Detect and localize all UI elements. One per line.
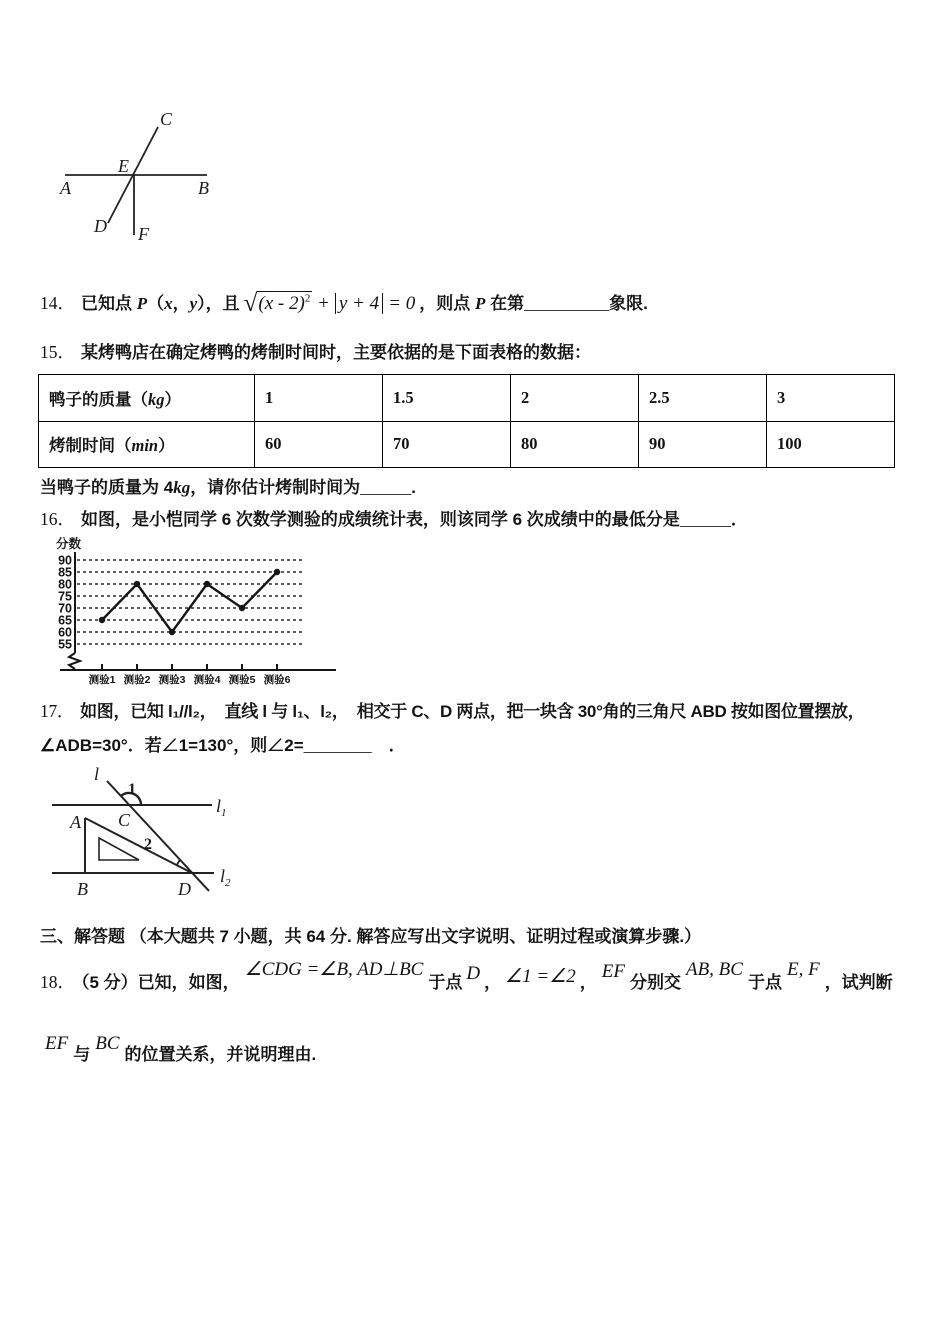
y-tick-label: 55 bbox=[58, 637, 72, 652]
table-cell: 80 bbox=[511, 421, 639, 468]
table-cell: 2 bbox=[511, 375, 639, 422]
q16-prompt: 如图，是小恺同学 6 次数学测验的成绩统计表，则该同学 6 次成绩中的最低分是 bbox=[81, 510, 680, 529]
table-cell: 2.5 bbox=[639, 375, 767, 422]
question-16: 16． 如图，是小恺同学 6 次数学测验的成绩统计表，则该同学 6 次成绩中的最低分是______． bbox=[40, 509, 748, 529]
x-tick-label: 测验6 bbox=[263, 674, 291, 686]
label-l: l bbox=[94, 764, 100, 784]
label-D: D bbox=[94, 216, 107, 236]
section-3-header: 三、解答题 （本大题共 7 小题，共 64 分. 解答应写出文字说明、证明过程或演算步骤.） bbox=[40, 927, 702, 946]
q18-math-ABBC: AB, BC bbox=[685, 959, 743, 980]
table-cell: 1 bbox=[255, 375, 383, 422]
data-point bbox=[274, 569, 280, 575]
score-line-chart bbox=[46, 534, 346, 689]
q15-number: 15． bbox=[40, 342, 75, 362]
label-A: A bbox=[60, 178, 71, 198]
line-l bbox=[107, 781, 209, 891]
q18-math-BC2: BC bbox=[95, 1033, 120, 1054]
triangle-edge-AD bbox=[85, 818, 192, 873]
q18-math-D: D bbox=[466, 963, 481, 984]
q14-lead: 已知点 bbox=[81, 294, 137, 313]
score-series-line bbox=[102, 572, 277, 632]
fig-intersecting-lines bbox=[40, 95, 240, 255]
y-tick-label: 60 bbox=[58, 625, 72, 640]
table-cell: 70 bbox=[383, 421, 511, 468]
axis-break-icon bbox=[69, 653, 80, 669]
q14-point-P: P bbox=[136, 294, 148, 313]
y-tick-label: 85 bbox=[58, 565, 72, 580]
q14-formula: √(x - 2)$^2$ + y + 4 = 0 bbox=[243, 290, 416, 317]
q14-radicand: (x - 2)$^2$ bbox=[258, 292, 311, 314]
y-tick-label: 80 bbox=[58, 577, 72, 592]
label-F: F bbox=[138, 224, 149, 244]
table-row-time: 烤制时间（min） 60 70 80 90 100 bbox=[39, 421, 895, 468]
q17-line2: ∠ADB=30°．若∠1=130°，则∠2=________ ． bbox=[40, 736, 406, 755]
label-B: B bbox=[198, 178, 209, 198]
q18-math-angles: ∠1 =∠2 bbox=[505, 966, 576, 987]
q15-followup: 当鸭子的质量为 4kg，请你估计烤制时间为______. bbox=[40, 478, 416, 497]
y-tick-label: 90 bbox=[58, 553, 72, 568]
x-tick-label: 测验4 bbox=[193, 674, 221, 686]
table-cell: 3 bbox=[767, 375, 895, 422]
data-point bbox=[134, 581, 140, 587]
table-cell: 90 bbox=[639, 421, 767, 468]
q16-answer-blank: ______ bbox=[679, 510, 731, 529]
q18-math-EFpoints: E, F bbox=[786, 959, 820, 980]
x-tick-label: 测验3 bbox=[158, 674, 186, 686]
question-17 bbox=[40, 700, 864, 723]
q18-math-EF2: EF bbox=[45, 1033, 69, 1054]
sqrt-icon: √ bbox=[243, 290, 258, 317]
q18-line2: EF与BC的位置关系，并说明理由. bbox=[45, 1033, 317, 1064]
q15-prompt: 某烤鸭店在确定烤鸭的烤制时间时，主要依据的是下面表格的数据： bbox=[81, 343, 591, 362]
table-cell: 60 bbox=[255, 421, 383, 468]
label-l2: $l_2$ bbox=[220, 866, 231, 889]
label-C: C bbox=[118, 810, 131, 830]
q18-math-given: ∠CDG =∠B, AD⊥BC bbox=[244, 959, 424, 980]
q14-number: 14． bbox=[40, 293, 75, 313]
triangle-inner-hole bbox=[99, 838, 139, 860]
label-l1: $l_1$ bbox=[216, 796, 227, 819]
x-tick-label: 测验1 bbox=[88, 674, 116, 686]
table-cell: 1.5 bbox=[383, 375, 511, 422]
y-tick-label: 70 bbox=[58, 601, 72, 616]
label-A: A bbox=[70, 812, 81, 832]
table-row-mass: 鸭子的质量（kg） 1 1.5 2 2.5 3 bbox=[39, 375, 895, 422]
data-point bbox=[239, 605, 245, 611]
q16-number: 16． bbox=[40, 509, 75, 529]
y-tick-label: 75 bbox=[58, 589, 72, 604]
question-15 bbox=[40, 341, 591, 364]
y-axis-title: 分数 bbox=[56, 537, 82, 551]
question-18: 18． （5 分）已知，如图，∠CDG =∠B, AD⊥BC于点 D ， ∠1 =∠2 ，EF分别交AB, BC于点E, F，试判断 bbox=[40, 959, 893, 992]
q18-number: 18． bbox=[40, 972, 75, 992]
q15-answer-blank: ______ bbox=[360, 478, 412, 497]
q17-answer-blank: ________ bbox=[303, 736, 372, 755]
x-tick-label: 测验5 bbox=[228, 674, 256, 686]
q17-number: 17． bbox=[40, 701, 75, 721]
unit-kg: kg bbox=[173, 478, 191, 497]
angle2-arc bbox=[177, 860, 180, 865]
q17-line1: 如图，已知 l₁//l₂， 直线 l 与 l₁、l₂， 相交于 C、D 两点，把一块含 30°角的三角尺 ABD 按如图位置摆放， bbox=[80, 702, 865, 721]
duck-roasting-table bbox=[38, 374, 895, 468]
fig-triangle-ruler bbox=[42, 758, 292, 903]
label-C: C bbox=[160, 109, 173, 129]
label-E: E bbox=[118, 156, 129, 176]
unit-kg: kg bbox=[148, 389, 165, 409]
unit-min: min bbox=[131, 436, 159, 456]
data-point bbox=[99, 617, 105, 623]
data-point bbox=[204, 581, 210, 587]
y-tick-label: 65 bbox=[58, 613, 72, 628]
table-cell: 100 bbox=[767, 421, 895, 468]
x-tick-label: 测验2 bbox=[123, 674, 151, 686]
q18-math-EF: EF bbox=[601, 961, 625, 982]
data-point bbox=[169, 629, 175, 635]
label-B: B bbox=[77, 879, 88, 899]
label-D: D bbox=[178, 879, 191, 899]
q14-absolute-value: y + 4 bbox=[335, 293, 383, 314]
label-angle2: 2 bbox=[144, 836, 152, 853]
label-angle1: 1 bbox=[128, 781, 136, 798]
question-14: 14． 已知点 P（x，y），且 √(x - 2)$^2$ + y + 4 = 0 ，则点 P 在第__________象限. bbox=[40, 290, 648, 317]
q14-answer-blank: __________ bbox=[524, 294, 610, 313]
